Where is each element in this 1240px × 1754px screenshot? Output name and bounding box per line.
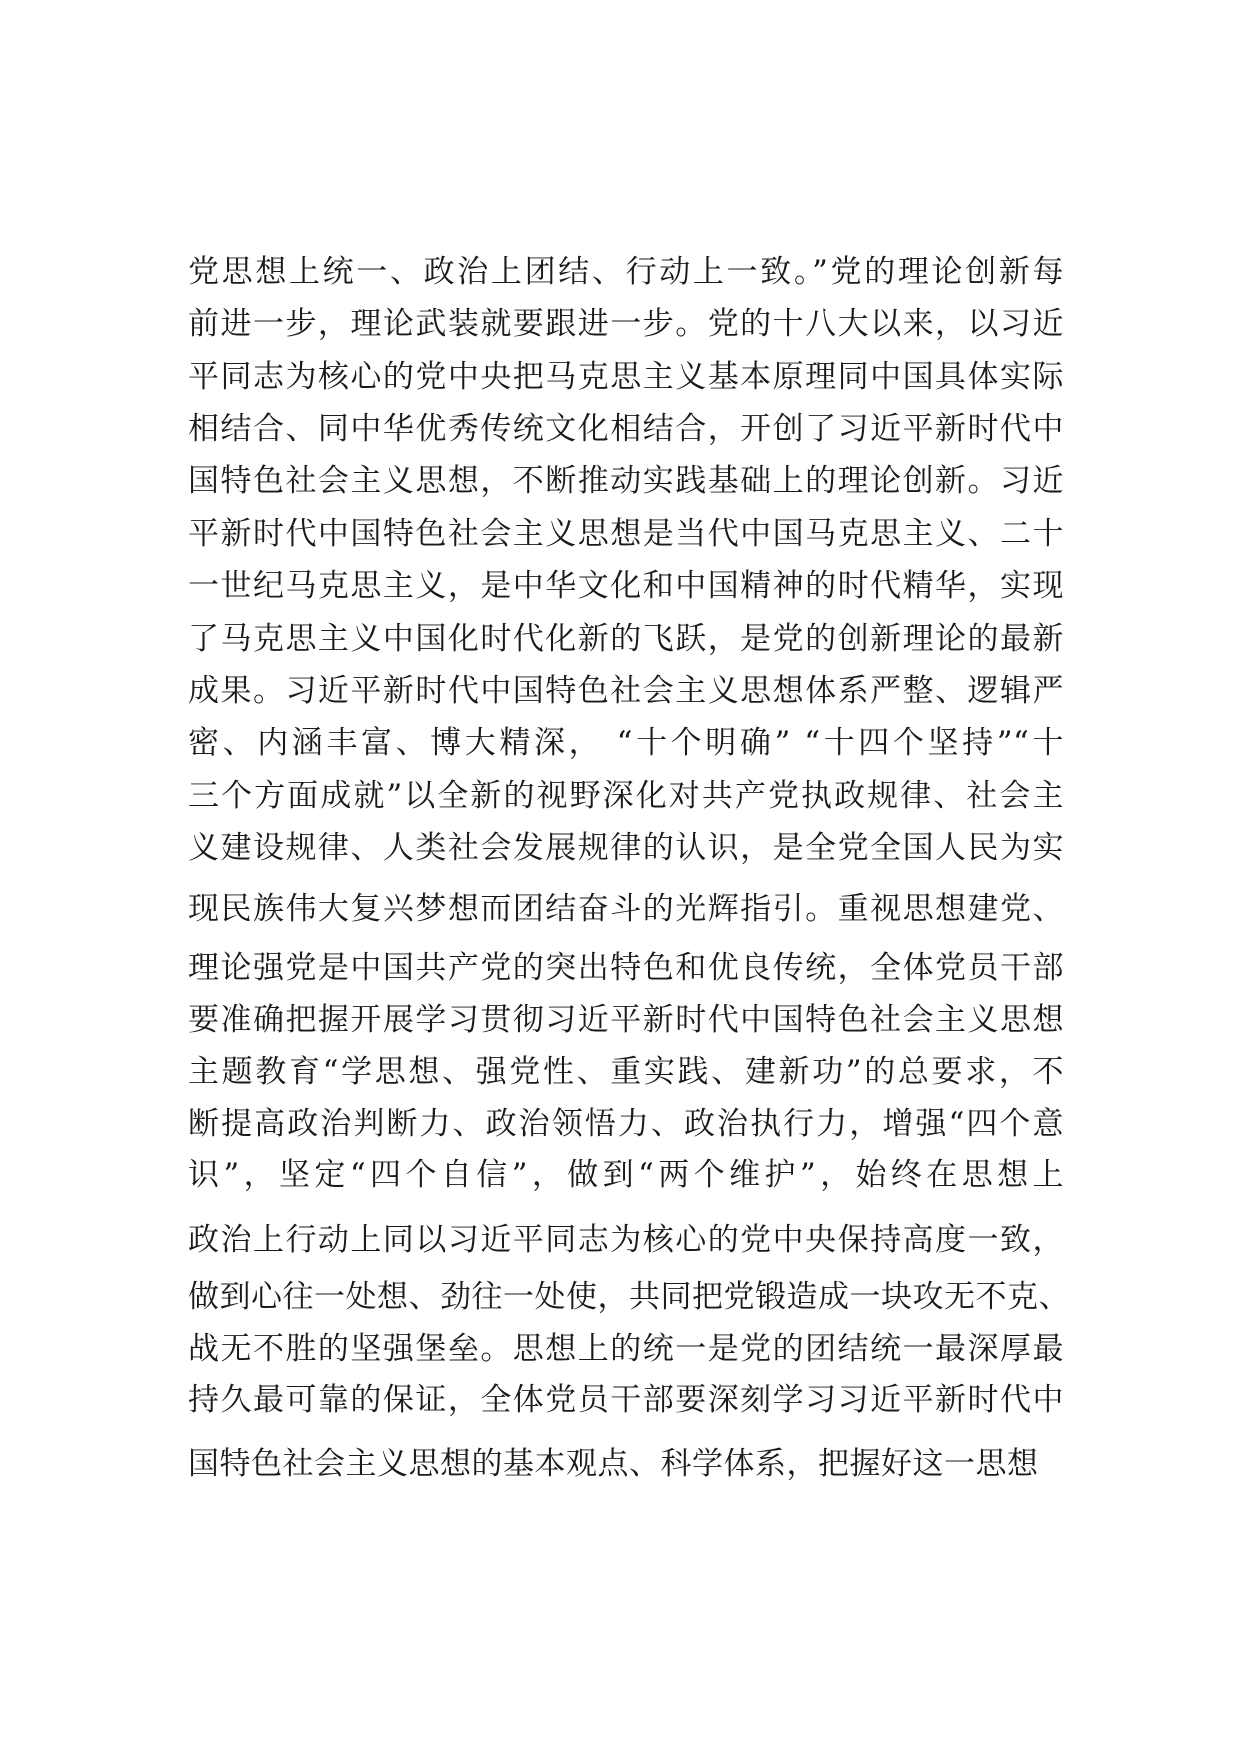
text-line-7: 一世纪马克思主义，是中华文化和中国精神的时代精华，实现 (188, 568, 1064, 604)
text-line-1: 党思想上统一、政治上团结、行动上一致。”党的理论创新每 (188, 254, 1064, 290)
text-line-3: 平同志为核心的党中央把马克思主义基本原理同中国具体实际 (188, 359, 1064, 395)
text-line-5: 国特色社会主义思想，不断推动实践基础上的理论创新。习近 (188, 463, 1064, 499)
text-line-2: 前进一步，理论武装就要跟进一步。党的十八大以来，以习近 (188, 306, 1064, 342)
text-line-18: 识”，坚定“四个自信”，做到“两个维护”，始终在思想上 (188, 1157, 1064, 1193)
text-line-17: 断提高政治判断力、政治领悟力、政治执行力，增强“四个意 (188, 1106, 1064, 1142)
text-line-15: 要准确把握开展学习贯彻习近平新时代中国特色社会主义思想 (188, 1002, 1064, 1038)
text-line-4: 相结合、同中华优秀传统文化相结合，开创了习近平新时代中 (188, 411, 1064, 447)
text-line-12: 义建设规律、人类社会发展规律的认识，是全党全国人民为实 (188, 830, 1064, 866)
text-line-22: 持久最可靠的保证，全体党员干部要深刻学习习近平新时代中 (188, 1382, 1064, 1418)
text-line-6: 平新时代中国特色社会主义思想是当代中国马克思主义、二十 (188, 516, 1064, 552)
text-line-14: 理论强党是中国共产党的突出特色和优良传统，全体党员干部 (188, 950, 1064, 986)
text-line-16: 主题教育“学思想、强党性、重实践、建新功”的总要求，不 (188, 1054, 1064, 1090)
text-line-10: 密、内涵丰富、博大精深， “十个明确” “十四个坚持”“十 (188, 725, 1064, 761)
text-line-20: 做到心往一处想、劲往一处使，共同把党锻造成一块攻无不克、 (188, 1279, 1070, 1315)
text-line-19: 政治上行动上同以习近平同志为核心的党中央保持高度一致， (188, 1222, 1064, 1258)
text-line-23: 国特色社会主义思想的基本观点、科学体系，把握好这一思想 (188, 1446, 1039, 1482)
text-line-9: 成果。习近平新时代中国特色社会主义思想体系严整、逻辑严 (188, 673, 1064, 709)
text-line-21: 战无不胜的坚强堡垒。思想上的统一是党的团结统一最深厚最 (188, 1331, 1064, 1367)
text-line-11: 三个方面成就”以全新的视野深化对共产党执政规律、社会主 (188, 778, 1064, 814)
text-line-13: 现民族伟大复兴梦想而团结奋斗的光辉指引。重视思想建党、 (188, 891, 1064, 927)
text-line-8: 了马克思主义中国化时代化新的飞跃，是党的创新理论的最新 (188, 621, 1064, 657)
